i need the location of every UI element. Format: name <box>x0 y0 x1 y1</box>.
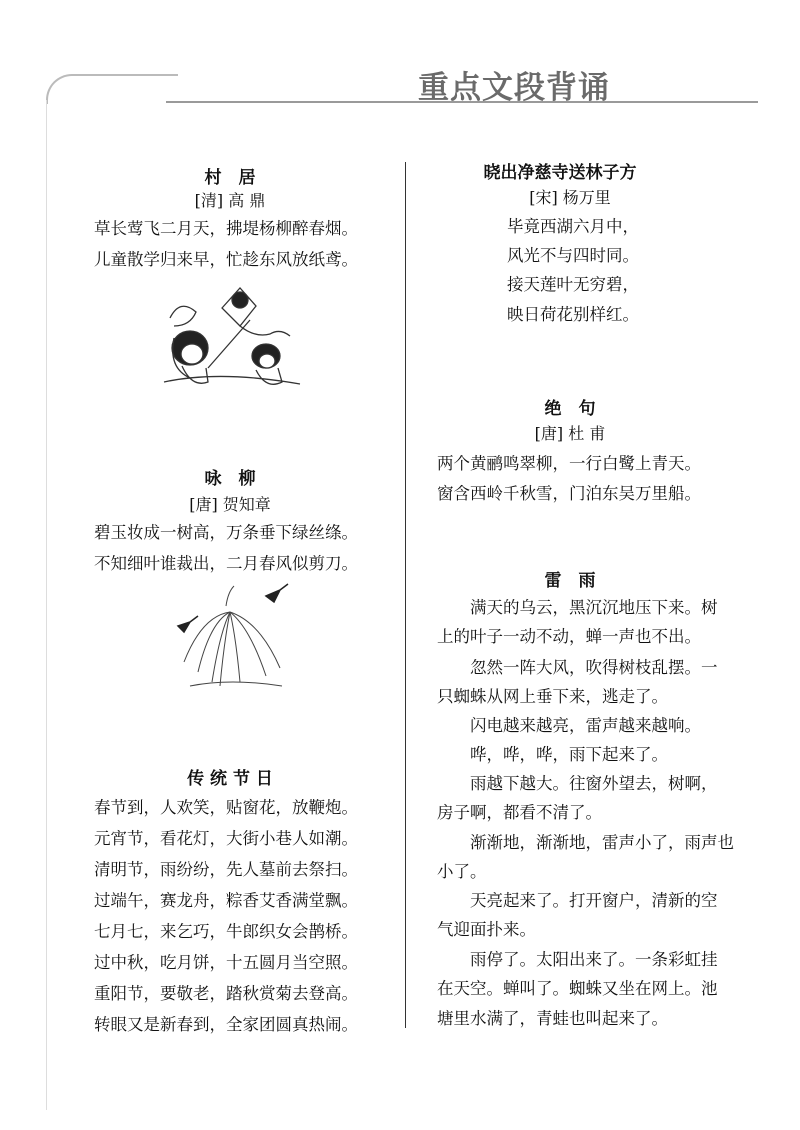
poem-line: 清明节，雨纷纷，先人墓前去祭扫。 <box>94 860 358 879</box>
poem-title-jueju: 绝 句 <box>544 399 596 419</box>
text-line: 闪电越来越亮，雷声越来越响。 <box>470 716 701 735</box>
poem-line: 草长莺飞二月天，拂堤杨柳醉春烟。 <box>94 219 358 238</box>
text-line: 满天的乌云，黑沉沉地压下来。树 <box>470 598 718 617</box>
text-line: 上的叶子一动不动，蝉一声也不出。 <box>437 627 701 646</box>
text-line: 雨停了。太阳出来了。一条彩虹挂 <box>470 950 718 969</box>
poem-line: 重阳节，要敬老，踏秋赏菊去登高。 <box>94 984 358 1003</box>
poem-line: 七月七，来乞巧，牛郎织女会鹊桥。 <box>94 922 358 941</box>
page-edge <box>46 100 47 1110</box>
text-line: 忽然一阵大风，吹得树枝乱摆。一 <box>470 658 718 677</box>
poem-author-cunju: [清] 高 鼎 <box>194 191 266 210</box>
text-line: 哗，哗，哗，雨下起来了。 <box>470 745 668 764</box>
poem-line: 过中秋，吃月饼，十五圆月当空照。 <box>94 953 358 972</box>
text-line: 气迎面扑来。 <box>437 920 536 939</box>
text-line: 天亮起来了。打开窗户，清新的空 <box>470 891 718 910</box>
poem-title-xiaochujingcisi: 晓出净慈寺送林子方 <box>483 163 637 183</box>
poem-line: 两个黄鹂鸣翠柳，一行白鹭上青天。 <box>437 454 701 473</box>
poem-line: 窗含西岭千秋雪，门泊东吴万里船。 <box>437 484 701 503</box>
poem-line: 不知细叶谁裁出，二月春风似剪刀。 <box>94 554 358 573</box>
poem-title-chuantongjieri: 传 统 节 日 <box>187 769 273 789</box>
text-line: 在天空。蝉叫了。蜘蛛又坐在网上。池 <box>437 979 718 998</box>
text-line: 只蜘蛛从网上垂下来，逃走了。 <box>437 687 668 706</box>
text-line: 塘里水满了，青蛙也叫起来了。 <box>437 1009 668 1028</box>
page-title: 重点文段背诵 <box>418 70 610 106</box>
poem-title-cunju: 村 居 <box>204 168 256 188</box>
poem-line: 过端午，赛龙舟，粽香艾香满堂飘。 <box>94 891 358 910</box>
column-divider <box>405 162 406 1028</box>
poem-author-jueju: [唐] 杜 甫 <box>534 424 606 443</box>
text-line: 房子啊，都看不清了。 <box>437 803 602 822</box>
text-line: 小了。 <box>437 862 487 881</box>
kite-children-illustration <box>160 278 310 398</box>
text-line: 渐渐地，渐渐地，雷声小了，雨声也 <box>470 833 734 852</box>
poem-author-yongliu: [唐] 贺知章 <box>189 495 271 514</box>
poem-line: 风光不与四时同。 <box>507 246 639 265</box>
poem-author-xiaochujingcisi: [宋] 杨万里 <box>529 188 611 207</box>
poem-title-yongliu: 咏 柳 <box>204 469 256 489</box>
poem-title-leiyu: 雷 雨 <box>544 571 596 591</box>
text-line: 雨越下越大。往窗外望去，树啊， <box>470 774 718 793</box>
poem-line: 接天莲叶无穷碧， <box>507 275 639 294</box>
poem-line: 春节到，人欢笑，贴窗花，放鞭炮。 <box>94 798 358 817</box>
poem-line: 转眼又是新春到，全家团圆真热闹。 <box>94 1015 358 1034</box>
poem-line: 映日荷花别样红。 <box>507 305 639 324</box>
header-decoration-arc <box>46 74 178 104</box>
poem-line: 毕竟西湖六月中， <box>507 217 639 236</box>
willow-swallow-illustration <box>170 582 300 692</box>
poem-line: 碧玉妆成一树高，万条垂下绿丝绦。 <box>94 523 358 542</box>
poem-line: 元宵节，看花灯，大街小巷人如潮。 <box>94 829 358 848</box>
poem-line: 儿童散学归来早，忙趁东风放纸鸢。 <box>94 250 358 269</box>
